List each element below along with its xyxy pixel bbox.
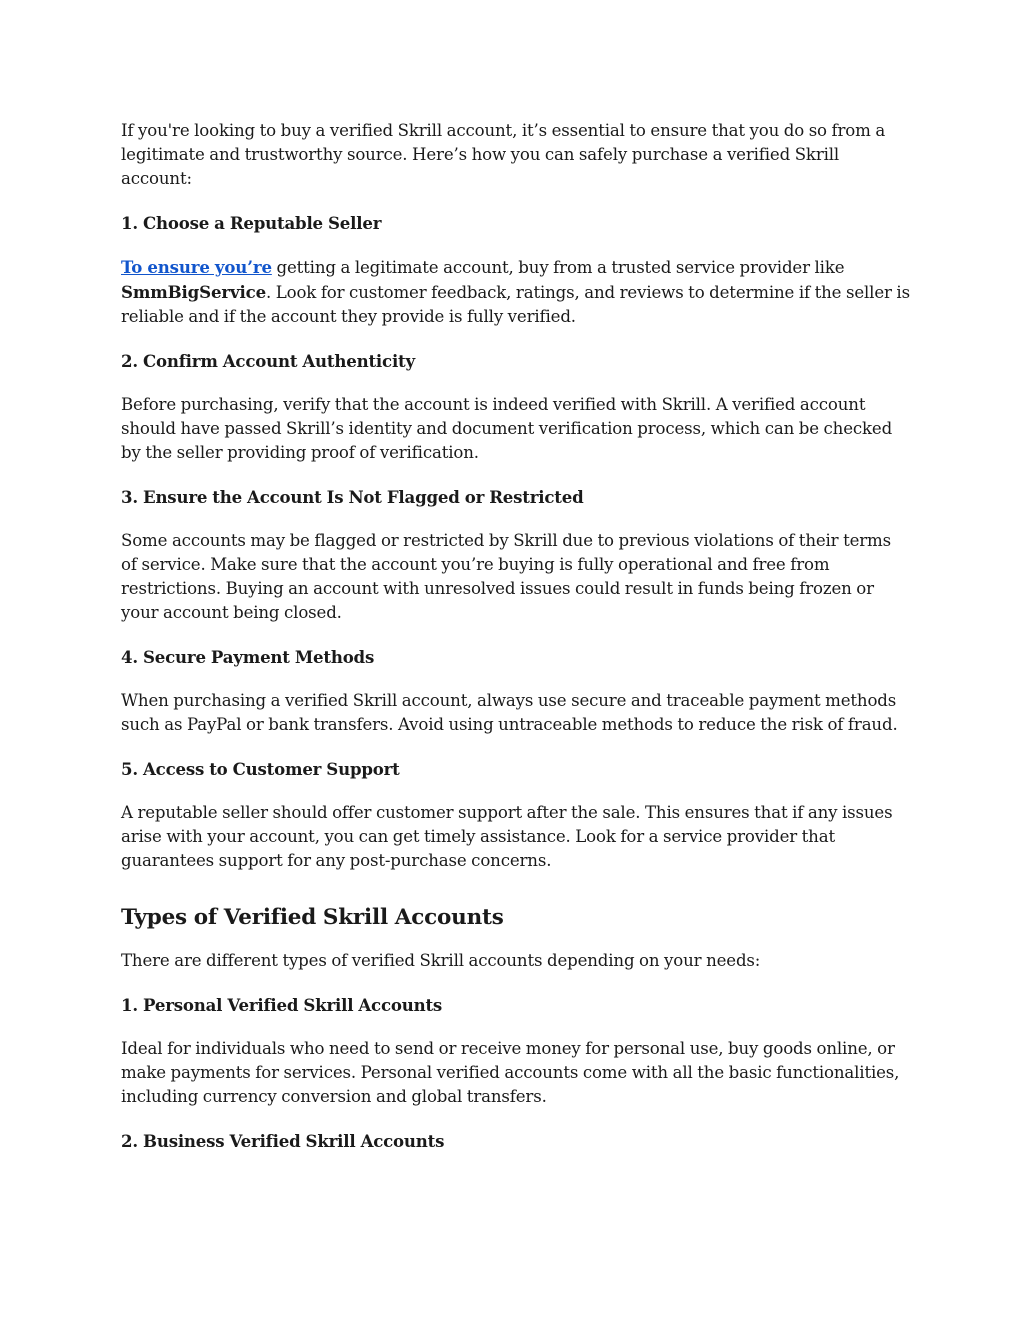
choose-seller-text-b: . Look for customer feedback, ratings, and reviews to determine if the seller is reliable and if the account they provide is fully verified. (121, 283, 910, 326)
section-heading-payment: 4. Secure Payment Methods (121, 647, 375, 667)
section-heading-authenticity: 2. Confirm Account Authenticity (121, 351, 415, 371)
section-heading-choose-seller: 1. Choose a Reputable Seller (121, 213, 382, 233)
choose-seller-text-a: getting a legitimate account, buy from a trusted service provider like (271, 258, 845, 277)
document-page (121, 119, 911, 1173)
section-heading-personal: 1. Personal Verified Skrill Accounts (121, 995, 443, 1015)
payment-paragraph: When purchasing a verified Skrill account, always use secure and traceable payment methods such as PayPal or bank transfers. Avoid using untraceable methods to reduce the risk of fraud. (121, 691, 898, 734)
brand-name: SmmBigService (121, 282, 266, 302)
types-intro-paragraph: There are different types of verified Skrill accounts depending on your needs: (121, 951, 761, 970)
authenticity-paragraph: Before purchasing, verify that the account is indeed verified with Skrill. A verified account should have passed Skrill’s identity and document verification process, which can be checked by the seller providing proof of verification. (121, 395, 893, 462)
section-heading-business: 2. Business Verified Skrill Accounts (121, 1131, 445, 1151)
types-heading: Types of Verified Skrill Accounts (121, 905, 504, 930)
choose-seller-paragraph (121, 255, 911, 329)
intro-paragraph: If you're looking to buy a verified Skrill account, it’s essential to ensure that you do so from a legitimate and trustworthy source. Here’s how you can safely purchase a verified Skrill account: (121, 121, 886, 188)
section-heading-support: 5. Access to Customer Support (121, 759, 400, 779)
support-paragraph: A reputable seller should offer customer support after the sale. This ensures that if any issues arise with your account, you can get timely assistance. Look for a service provider that guarantees support for any post-purchase concerns. (121, 803, 893, 870)
section-heading-flagged: 3. Ensure the Account Is Not Flagged or Restricted (121, 487, 584, 507)
flagged-paragraph: Some accounts may be flagged or restricted by Skrill due to previous violations of their terms of service. Make sure that the account you’re buying is fully operational and free from restrictions. Buying an account with unresolved issues could result in funds being frozen or your account being closed. (121, 531, 892, 622)
personal-paragraph: Ideal for individuals who need to send or receive money for personal use, buy goods online, or make payments for services. Personal verified accounts come with all the basic functionalities, including currency conversion and global transfers. (121, 1039, 900, 1106)
ensure-link[interactable]: To ensure you’re (121, 257, 272, 277)
